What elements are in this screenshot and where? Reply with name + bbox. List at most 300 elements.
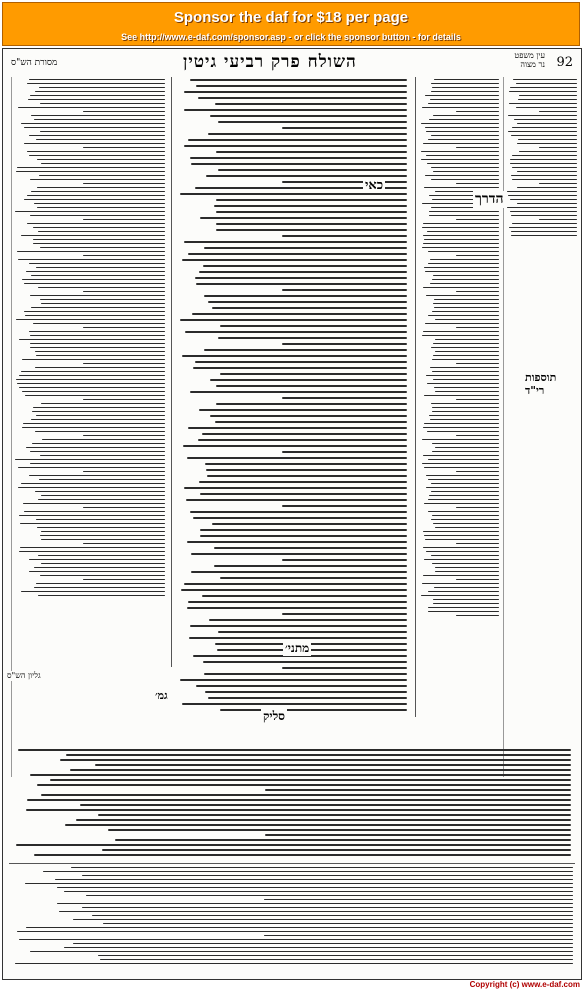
text-line <box>76 819 571 821</box>
text-line <box>427 383 499 384</box>
text-line <box>30 463 165 464</box>
text-line <box>36 519 165 520</box>
text-line <box>432 443 499 444</box>
text-line <box>83 219 166 220</box>
text-line <box>216 229 407 231</box>
text-line <box>199 271 407 273</box>
text-line <box>188 139 407 141</box>
text-line <box>182 703 407 705</box>
text-line <box>29 475 165 476</box>
text-line <box>40 131 165 132</box>
text-line <box>24 127 165 128</box>
text-line <box>83 471 166 472</box>
text-line <box>204 247 407 249</box>
text-line <box>83 435 166 436</box>
sponsor-banner[interactable] <box>2 2 580 46</box>
text-line <box>16 319 165 320</box>
text-line <box>37 527 165 528</box>
text-line <box>71 867 573 868</box>
text-line <box>282 559 407 561</box>
text-line <box>198 439 407 441</box>
text-line <box>282 451 407 453</box>
text-line <box>421 123 499 124</box>
text-line <box>36 267 165 268</box>
text-line <box>30 951 573 952</box>
text-line <box>19 339 165 340</box>
text-line <box>282 343 407 345</box>
text-line <box>29 263 165 264</box>
text-line <box>205 691 407 693</box>
text-line <box>22 391 165 392</box>
text-line <box>36 415 165 416</box>
text-line <box>22 427 165 428</box>
text-line <box>18 487 165 488</box>
text-line <box>435 391 499 392</box>
text-line <box>432 87 500 88</box>
text-line <box>433 599 499 600</box>
text-line <box>425 323 499 324</box>
text-line <box>424 239 499 240</box>
text-line <box>214 565 407 567</box>
text-line <box>17 931 573 932</box>
rashi-opening-word: הדרך <box>475 191 504 207</box>
text-line <box>29 331 165 332</box>
text-line <box>17 167 165 168</box>
text-line <box>29 571 165 572</box>
text-line <box>425 95 499 96</box>
text-line <box>184 487 407 489</box>
text-line <box>282 505 407 507</box>
text-line <box>190 625 407 627</box>
text-line <box>21 123 165 124</box>
text-line <box>507 191 577 192</box>
text-line <box>15 459 165 460</box>
text-line <box>509 103 577 104</box>
text-line <box>428 591 499 592</box>
text-line <box>184 109 407 111</box>
text-line <box>30 179 165 180</box>
text-line <box>214 547 407 549</box>
text-line <box>516 83 577 84</box>
text-line <box>185 331 407 333</box>
text-line <box>424 423 499 424</box>
text-line <box>517 123 577 124</box>
text-line <box>193 517 407 519</box>
text-line <box>514 119 577 120</box>
text-line <box>21 235 165 236</box>
text-line <box>432 411 499 412</box>
text-line <box>424 559 499 560</box>
text-line <box>35 491 165 492</box>
text-line <box>34 854 571 856</box>
text-line <box>184 91 407 93</box>
text-line <box>34 119 165 120</box>
text-line <box>511 215 577 216</box>
text-line <box>424 187 499 188</box>
tosafot-rid-heading: תוספות רי"ד <box>523 371 581 397</box>
text-line <box>426 155 499 156</box>
page-number: 92 <box>556 55 573 70</box>
text-line <box>432 407 499 408</box>
text-line <box>516 107 577 108</box>
text-line <box>55 879 573 880</box>
text-line <box>21 591 165 592</box>
text-line <box>200 217 407 219</box>
text-line <box>86 895 573 896</box>
outer-margin-notes <box>507 79 577 639</box>
text-line <box>202 433 407 435</box>
text-line <box>509 91 577 92</box>
margin-rule <box>503 77 504 777</box>
text-line <box>15 963 573 964</box>
text-line <box>511 135 577 136</box>
text-line <box>203 265 407 267</box>
text-line <box>24 143 165 144</box>
text-line <box>32 411 165 412</box>
text-line <box>26 271 165 272</box>
text-line <box>423 287 499 288</box>
text-line <box>512 155 577 156</box>
text-line <box>19 551 165 552</box>
text-line <box>183 445 407 447</box>
text-line <box>188 427 407 429</box>
text-line <box>18 749 571 751</box>
text-line <box>507 207 577 208</box>
text-line <box>511 231 577 232</box>
text-line <box>41 495 165 496</box>
text-line <box>429 215 499 216</box>
mishna-label: מתני׳ <box>285 641 310 655</box>
text-line <box>33 407 165 408</box>
text-line <box>428 315 499 316</box>
text-line <box>60 759 571 761</box>
text-line <box>187 457 407 459</box>
text-line <box>57 887 573 888</box>
text-line <box>208 133 407 135</box>
text-line <box>282 127 407 129</box>
text-line <box>425 271 499 272</box>
text-line <box>216 211 407 213</box>
text-line <box>193 367 407 369</box>
text-line <box>29 79 165 80</box>
text-line <box>425 539 499 540</box>
text-line <box>73 919 573 920</box>
text-line <box>16 379 165 380</box>
text-line <box>204 349 407 351</box>
text-line <box>199 409 407 411</box>
text-line <box>220 373 407 375</box>
text-line <box>204 295 407 297</box>
text-line <box>39 479 165 480</box>
text-line <box>31 419 165 420</box>
text-line <box>426 375 499 376</box>
text-line <box>434 79 499 80</box>
text-line <box>57 903 573 904</box>
text-line <box>264 935 573 936</box>
text-line <box>25 315 165 316</box>
text-line <box>16 844 571 846</box>
text-line <box>191 163 407 165</box>
text-line <box>426 131 499 132</box>
text-line <box>184 241 407 243</box>
text-line <box>66 754 571 756</box>
text-line <box>34 587 165 588</box>
text-line <box>423 143 499 144</box>
text-line <box>35 91 165 92</box>
text-line <box>28 99 165 100</box>
text-line <box>83 399 166 400</box>
text-line <box>50 779 571 781</box>
text-line <box>430 419 499 420</box>
text-line <box>30 215 165 216</box>
text-line <box>27 223 165 224</box>
column-divider <box>415 77 416 717</box>
text-line <box>40 455 165 456</box>
text-line <box>17 251 165 252</box>
text-line <box>216 403 407 405</box>
text-line <box>435 319 499 320</box>
text-line <box>428 251 499 252</box>
text-line <box>83 255 166 256</box>
text-line <box>24 511 165 512</box>
text-line <box>210 415 407 417</box>
text-line <box>428 103 499 104</box>
text-line <box>426 295 499 296</box>
text-line <box>282 613 407 615</box>
text-line <box>25 395 165 396</box>
text-line <box>431 91 499 92</box>
text-line <box>27 799 571 801</box>
text-line <box>218 631 407 633</box>
text-line <box>517 171 577 172</box>
text-line <box>83 147 166 148</box>
bottom-commentary <box>15 749 571 859</box>
gemara-opening-word: כאי <box>365 178 384 193</box>
footnote-divider <box>9 863 575 864</box>
text-line <box>41 794 571 796</box>
text-line <box>36 355 165 356</box>
text-line <box>424 535 499 536</box>
text-line <box>423 243 499 244</box>
text-line <box>431 403 499 404</box>
text-line <box>95 764 571 766</box>
text-line <box>30 295 165 296</box>
text-line <box>180 319 407 321</box>
text-line <box>456 363 499 364</box>
text-line <box>433 523 499 524</box>
text-line <box>430 99 499 100</box>
text-line <box>115 839 571 841</box>
text-line <box>422 107 499 108</box>
gemara-column <box>179 79 407 719</box>
text-line <box>421 595 499 596</box>
text-line <box>41 531 165 532</box>
text-line <box>41 303 165 304</box>
text-line <box>190 391 407 393</box>
text-line <box>510 87 577 88</box>
text-line <box>456 327 499 328</box>
text-line <box>210 115 407 117</box>
talmud-page-scan <box>2 48 582 980</box>
text-line <box>21 371 165 372</box>
text-line <box>422 583 499 584</box>
text-line <box>209 619 407 621</box>
text-line <box>30 347 165 348</box>
text-line <box>216 199 407 201</box>
text-line <box>431 83 499 84</box>
text-line <box>423 531 499 532</box>
text-line <box>33 227 165 228</box>
text-line <box>40 575 165 576</box>
text-line <box>205 463 407 465</box>
text-line <box>431 491 499 492</box>
text-line <box>215 103 407 105</box>
text-line <box>18 107 165 108</box>
text-line <box>428 263 499 264</box>
text-line <box>456 255 499 256</box>
text-line <box>200 529 407 531</box>
text-line <box>19 939 573 940</box>
text-line <box>218 169 408 171</box>
text-line <box>431 519 499 520</box>
text-line <box>195 277 407 279</box>
text-line <box>430 283 499 284</box>
text-line <box>41 539 165 540</box>
text-line <box>34 203 165 204</box>
text-line <box>424 267 499 268</box>
text-line <box>427 163 499 164</box>
text-line <box>38 595 165 596</box>
masoret-hashas-label: מסורת הש"ס <box>11 58 58 68</box>
text-line <box>30 343 165 344</box>
text-line <box>29 135 165 136</box>
text-line <box>422 463 499 464</box>
text-line <box>188 601 407 603</box>
text-line <box>198 97 407 99</box>
text-line <box>31 115 165 116</box>
text-line <box>40 535 165 536</box>
text-line <box>186 499 407 501</box>
text-line <box>456 543 499 544</box>
text-line <box>190 79 407 81</box>
text-line <box>192 313 407 315</box>
text-line <box>196 283 407 285</box>
text-line <box>195 361 407 363</box>
text-line <box>190 511 407 513</box>
text-line <box>92 915 573 916</box>
text-line <box>33 239 165 240</box>
tosafot-column <box>15 79 165 739</box>
text-line <box>216 385 407 387</box>
text-line <box>282 235 407 237</box>
text-line <box>519 151 578 152</box>
text-line <box>435 351 499 352</box>
gilyon-hashas-note: גליון הש"ס <box>7 671 63 681</box>
text-line <box>187 541 407 543</box>
text-line <box>510 159 577 160</box>
text-line <box>424 503 499 504</box>
text-line <box>434 307 499 308</box>
text-line <box>434 587 499 588</box>
text-line <box>200 493 407 495</box>
text-line <box>189 637 407 639</box>
text-line <box>39 175 165 176</box>
text-line <box>16 171 165 172</box>
text-line <box>429 495 499 496</box>
text-line <box>423 331 499 332</box>
text-line <box>428 479 499 480</box>
text-line <box>212 307 407 309</box>
text-line <box>512 167 577 168</box>
text-line <box>36 139 165 140</box>
text-line <box>196 685 407 687</box>
text-line <box>220 709 407 711</box>
text-line <box>33 243 165 244</box>
text-line <box>34 567 165 568</box>
text-line <box>512 127 577 128</box>
text-line <box>510 163 577 164</box>
text-line <box>26 927 573 928</box>
text-line <box>431 179 499 180</box>
text-line <box>539 183 578 184</box>
text-line <box>38 555 165 556</box>
text-line <box>210 379 407 381</box>
text-line <box>423 223 499 224</box>
text-line <box>433 171 499 172</box>
text-line <box>37 207 165 208</box>
text-line <box>18 259 165 260</box>
text-line <box>184 145 407 147</box>
text-line <box>517 143 577 144</box>
gemara-label: גמ׳ <box>155 689 168 702</box>
text-line <box>204 673 407 675</box>
text-line <box>424 467 499 468</box>
text-line <box>456 435 499 436</box>
text-line <box>431 347 499 348</box>
text-line <box>196 85 407 87</box>
text-line <box>38 287 165 288</box>
text-line <box>423 235 499 236</box>
text-line <box>18 467 165 468</box>
text-line <box>39 87 165 88</box>
text-line <box>29 155 165 156</box>
text-line <box>423 547 499 548</box>
text-line <box>432 311 499 312</box>
text-line <box>31 275 165 276</box>
text-line <box>37 159 165 160</box>
text-line <box>431 555 499 556</box>
text-line <box>33 323 165 324</box>
text-line <box>73 943 573 944</box>
text-line <box>30 335 165 336</box>
text-line <box>428 511 499 512</box>
text-line <box>83 363 166 364</box>
text-line <box>216 151 407 153</box>
text-line <box>180 679 407 681</box>
text-line <box>508 195 577 196</box>
text-line <box>83 183 166 184</box>
text-line <box>518 99 577 100</box>
ein-mishpat-label: עין משפט נר מצוה <box>514 51 545 69</box>
text-line <box>200 535 407 537</box>
text-line <box>264 899 573 900</box>
text-line <box>434 387 499 388</box>
text-line <box>36 583 165 584</box>
text-line <box>100 959 573 960</box>
text-line <box>422 247 499 248</box>
text-line <box>282 667 407 669</box>
text-line <box>27 83 165 84</box>
